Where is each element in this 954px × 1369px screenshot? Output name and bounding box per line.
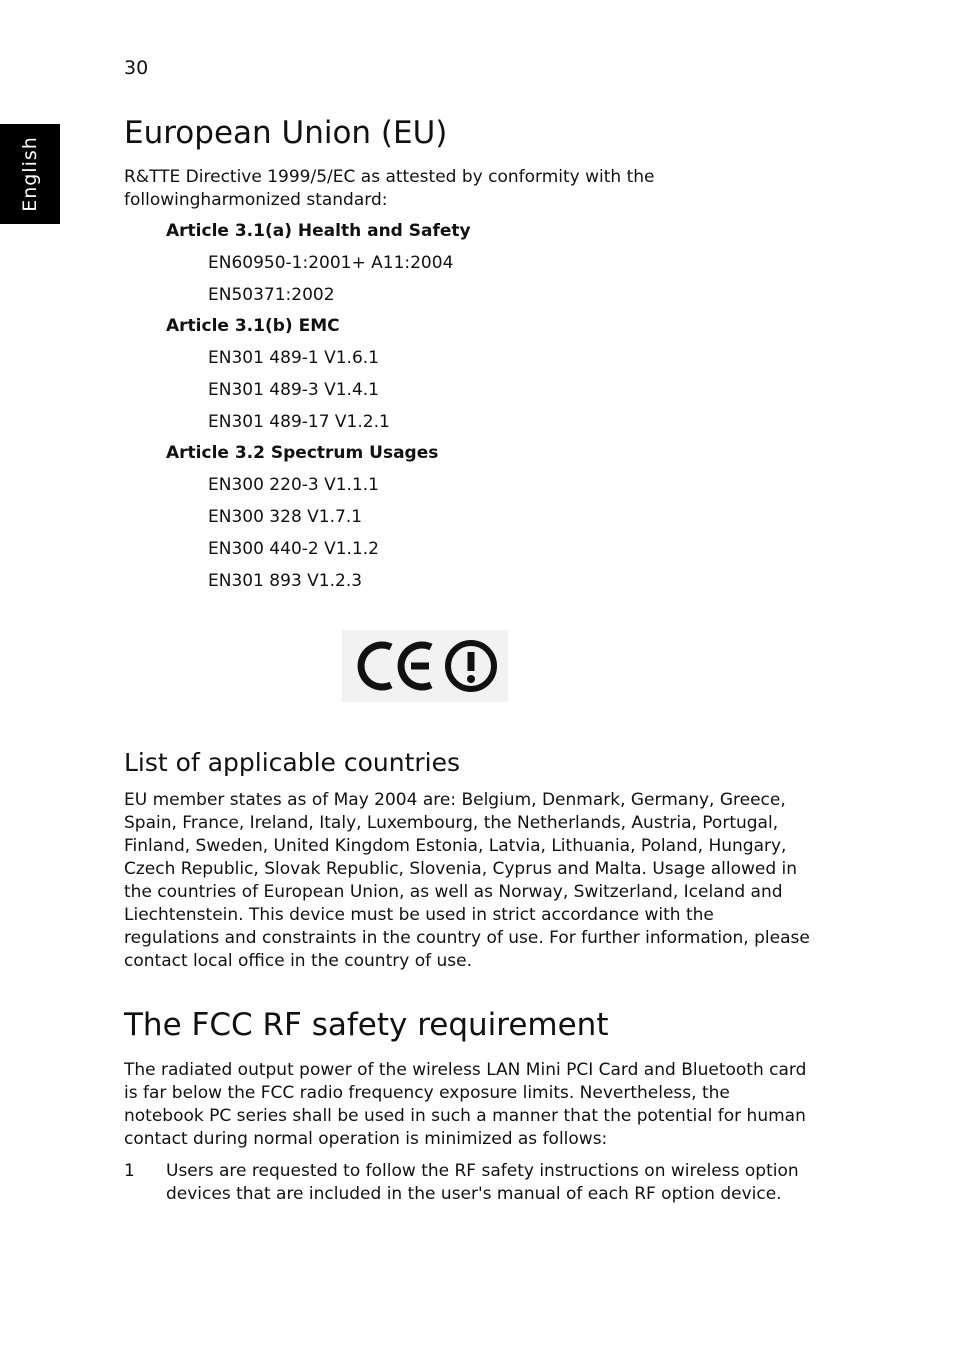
ce-alert-mark-icon: [342, 630, 508, 702]
article-heading: Article 3.1(a) Health and Safety: [166, 221, 471, 241]
page-number: 30: [124, 57, 149, 79]
standard-item: EN300 440-2 V1.1.2: [208, 539, 379, 559]
list-item-text: Users are requested to follow the RF safety instructions on wireless option devices that are included in the user's manual of each RF option device.: [166, 1161, 799, 1204]
article-heading: Article 3.1(b) EMC: [166, 316, 340, 336]
article-heading: Article 3.2 Spectrum Usages: [166, 443, 439, 463]
countries-body-text: EU member states as of May 2004 are: Belgium, Denmark, Germany, Greece, Spain, France, Ireland, Italy, Luxembourg, the Netherlands, Austria, Portugal, Finland, Sweden, United Kingdom Estonia, Latvia, Lithuania, Poland, Hungary, Czech Republic, Slovak Republic, Slovenia, Cyprus and Malta. Usage allowed in the countries of European Union, as well as Norway, Switzerland, Iceland and Liechtenstein. This device must be used in strict accordance with the regulations and constraints in the country of use. For further information, please contact local office in the country of use.: [124, 790, 810, 971]
standard-item: EN60950-1:2001+ A11:2004: [208, 253, 454, 273]
fcc-section-title: The FCC RF safety requirement: [124, 1007, 609, 1043]
eu-intro-text: R&TTE Directive 1999/5/EC as attested by conformity with the followingharmonized standard:: [124, 167, 655, 210]
standard-item: EN301 489-1 V1.6.1: [208, 348, 379, 368]
standard-item: EN301 893 V1.2.3: [208, 571, 363, 591]
list-item-number: 1: [124, 1161, 135, 1181]
language-tab: [0, 124, 60, 224]
countries-section-title: List of applicable countries: [124, 748, 461, 777]
eu-section-title: European Union (EU): [124, 115, 448, 151]
standard-item: EN300 220-3 V1.1.1: [208, 475, 379, 495]
page-content: [124, 112, 814, 1206]
fcc-body-text: The radiated output power of the wireless LAN Mini PCI Card and Bluetooth card is far below the FCC radio frequency exposure limits. Nevertheless, the notebook PC series shall be used in such a manner that the potential for human contact during normal operation is minimized as follows:: [124, 1060, 807, 1149]
standard-item: EN300 328 V1.7.1: [208, 507, 363, 527]
standard-item: EN301 489-3 V1.4.1: [208, 380, 379, 400]
standard-item: EN50371:2002: [208, 285, 335, 305]
standard-item: EN301 489-17 V1.2.1: [208, 412, 390, 432]
list-item: [124, 1160, 814, 1206]
language-tab-label: English: [19, 136, 41, 212]
